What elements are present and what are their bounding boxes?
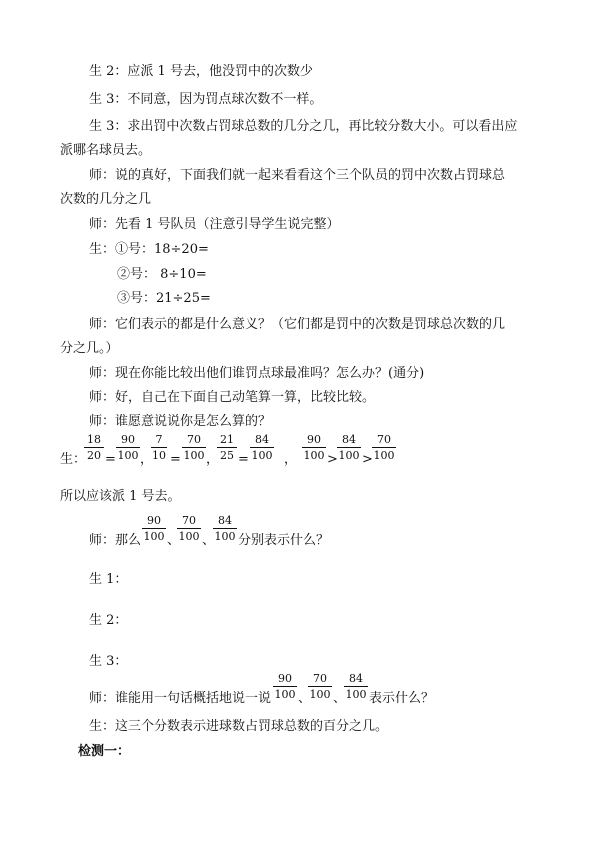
enumeration-comma: 、: [298, 691, 312, 706]
fraction-90-100: [273, 673, 297, 700]
line-student-summary: 生：这三个分数表示进球数占罚球总数的百分之几。: [89, 719, 389, 734]
fraction-denominator: 100: [373, 449, 395, 462]
fraction-84-100: [337, 434, 361, 461]
line-teacher-who-explains: 师：谁愿意说说你是怎么算的？: [89, 414, 272, 429]
fraction-7-10: [151, 434, 167, 461]
line-student2: 生 2：应派 1 号去，他没罚中的次数少: [89, 64, 313, 79]
fraction-70-100: [372, 434, 396, 461]
fraction-denominator: 100: [274, 688, 296, 701]
fraction-numerator: 84: [218, 514, 232, 527]
enumeration-comma: 、: [202, 533, 216, 548]
fraction-denominator: 10: [152, 449, 166, 462]
line-teacher-summarize-pre: 师：谁能用一句话概括地说一说: [89, 691, 272, 706]
fraction-denominator: 100: [345, 688, 367, 701]
fraction-numerator: 7: [155, 433, 163, 446]
line-player2: ②号： 8÷10=: [117, 267, 207, 282]
fraction-denominator: 100: [117, 449, 139, 462]
line-teacher-praise-b: 次数的几分之几: [60, 192, 152, 207]
comma: ，: [140, 452, 154, 467]
fraction-70-100: [182, 434, 206, 461]
fraction-denominator: 25: [220, 449, 234, 462]
enumeration-comma: 、: [167, 533, 181, 548]
line-teacher-compare: 师：现在你能比较出他们谁罚点球最准吗？怎么办？(通分): [89, 366, 425, 381]
line-student3-disagree: 生 3：不同意，因为罚点球次数不一样。: [89, 92, 323, 107]
greater-than-sign: >: [362, 452, 373, 467]
line-teacher-meaning-a: 师：它们表示的都是什么意义？（它们都是罚中的次数是罚球总次数的几: [89, 317, 506, 332]
line-teacher-first-player: 师：先看 1 号队员（注意引导学生说完整）: [89, 217, 340, 232]
fraction-numerator: 18: [87, 433, 101, 446]
fraction-denominator: 100: [214, 530, 236, 543]
line-teacher-praise-a: 师：说的真好，下面我们就一起来看看这个三个队员的罚中次数占罚球总: [89, 168, 506, 183]
fraction-denominator: 100: [309, 688, 331, 701]
fraction-denominator: 100: [303, 449, 325, 462]
fraction-90-100: [302, 434, 326, 461]
line-teacher-meaning-b: 分之几。）: [60, 341, 119, 356]
fraction-numerator: 70: [377, 433, 391, 446]
line-student-equation-label: 生：: [60, 452, 87, 467]
fraction-70-100: [308, 673, 332, 700]
line-teacher-summarize-post: 表示什么？: [369, 691, 435, 706]
fraction-90-100: [142, 515, 166, 542]
fraction-numerator: 84: [342, 433, 356, 446]
fraction-denominator: 20: [87, 449, 101, 462]
fraction-numerator: 84: [255, 433, 269, 446]
line-teacher-what-represent-pre: 师：那么: [89, 533, 142, 548]
fraction-denominator: 100: [143, 530, 165, 543]
fraction-numerator: 90: [147, 514, 161, 527]
fraction-90-100: [116, 434, 140, 461]
line-teacher-calculate: 师：好，自己在下面自己动笔算一算，比较比较。: [89, 390, 376, 405]
fraction-denominator: 100: [183, 449, 205, 462]
fraction-18-20: [84, 434, 104, 461]
fraction-70-100: [177, 515, 201, 542]
line-student1-blank: 生 1：: [89, 572, 128, 587]
comma: ，: [206, 452, 220, 467]
fraction-denominator: 100: [338, 449, 360, 462]
fraction-numerator: 21: [220, 433, 234, 446]
fraction-84-100: [213, 515, 237, 542]
fraction-numerator: 90: [278, 672, 292, 685]
fraction-numerator: 90: [121, 433, 135, 446]
fraction-84-100: [250, 434, 274, 461]
enumeration-comma: 、: [333, 691, 347, 706]
fraction-numerator: 90: [307, 433, 321, 446]
fraction-denominator: 100: [251, 449, 273, 462]
fraction-21-25: [217, 434, 237, 461]
equals-sign: =: [170, 452, 181, 467]
greater-than-sign: >: [327, 452, 338, 467]
line-student2-blank: 生 2：: [89, 613, 128, 628]
line-student-player1: 生：①号：18÷20=: [89, 242, 209, 257]
fraction-84-100: [344, 673, 368, 700]
section-heading-check-one: 检测一：: [78, 744, 131, 759]
line-conclusion: 所以应该派 1 号去。: [60, 489, 181, 504]
fraction-numerator: 70: [313, 672, 327, 685]
line-student3-blank: 生 3：: [89, 654, 128, 669]
fraction-numerator: 84: [349, 672, 363, 685]
line-student3-method-a: 生 3：求出罚中次数占罚球总数的几分之几，再比较分数大小。可以看出应: [89, 119, 518, 134]
equals-sign: =: [238, 452, 249, 467]
line-student3-method-b: 派哪名球员去。: [60, 143, 152, 158]
equals-sign: =: [105, 452, 116, 467]
line-teacher-what-represent-post: 分别表示什么？: [238, 533, 330, 548]
line-player3: ③号：21÷25=: [117, 291, 211, 306]
fraction-numerator: 70: [182, 514, 196, 527]
fraction-denominator: 100: [178, 530, 200, 543]
fraction-numerator: 70: [187, 433, 201, 446]
comma: ，: [284, 452, 298, 467]
